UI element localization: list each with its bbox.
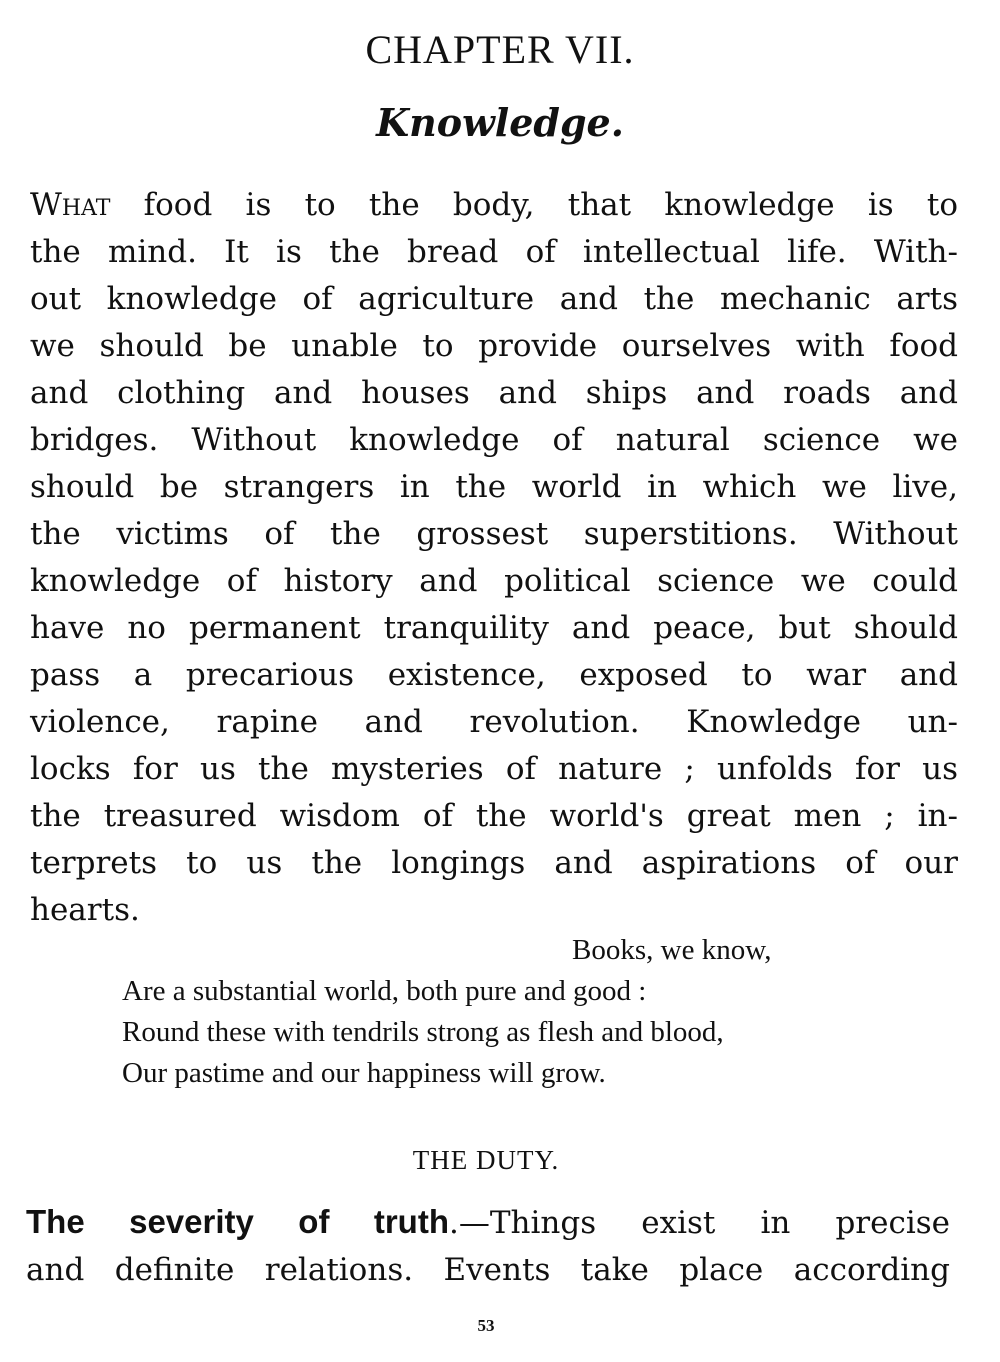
paragraph-line: knowledge of history and political science we could: [30, 563, 958, 599]
bold-lead-phrase: The severity of truth: [26, 1203, 449, 1240]
paragraph-line: the treasured wisdom of the world's great men ; in-: [30, 798, 958, 834]
poem-line: Are a substantial world, both pure and good :: [122, 975, 647, 1007]
paragraph-line: locks for us the mysteries of nature ; unfolds for us: [30, 751, 958, 787]
paragraph-line: terprets to us the longings and aspirations of our: [30, 845, 958, 881]
paragraph-line: out knowledge of agriculture and the mechanic arts: [30, 281, 958, 317]
paragraph-line: violence, rapine and revolution. Knowledge un-: [30, 704, 958, 740]
poem-line: Our pastime and our happiness will grow.: [122, 1057, 606, 1089]
duty-line: [26, 1252, 950, 1288]
section-heading: THE DUTY.: [412, 1145, 560, 1175]
paragraph-line: What food is to the body, that knowledge is to: [30, 187, 958, 223]
paragraph-line: pass a precarious existence, exposed to war and: [30, 657, 958, 693]
paragraph-line: should be strangers in the world in which we live,: [30, 469, 958, 505]
duty-line: The severity of truth.—Things exist in precise: [26, 1203, 950, 1241]
paragraph-line: have no permanent tranquility and peace, but should: [30, 610, 958, 646]
bold-lead-phrase: and definite relations. Events take place according: [26, 1252, 950, 1288]
chapter-title: Knowledge.: [376, 100, 624, 145]
poem-line: Books, we know,: [572, 934, 772, 966]
poem-line: Round these with tendrils strong as flesh and blood,: [122, 1016, 724, 1048]
paragraph-line: the mind. It is the bread of intellectual life. With-: [30, 234, 958, 270]
lead-word: What: [30, 187, 111, 223]
page-number: 53: [477, 1316, 495, 1335]
paragraph-line: the victims of the grossest superstitions. Without: [30, 516, 958, 552]
paragraph-line: we should be unable to provide ourselves with food: [30, 328, 958, 364]
paragraph-line: bridges. Without knowledge of natural science we: [30, 422, 958, 458]
paragraph-line: and clothing and houses and ships and roads and: [30, 375, 958, 411]
chapter-heading: CHAPTER VII.: [365, 27, 635, 72]
paragraph-line: hearts.: [30, 892, 140, 928]
